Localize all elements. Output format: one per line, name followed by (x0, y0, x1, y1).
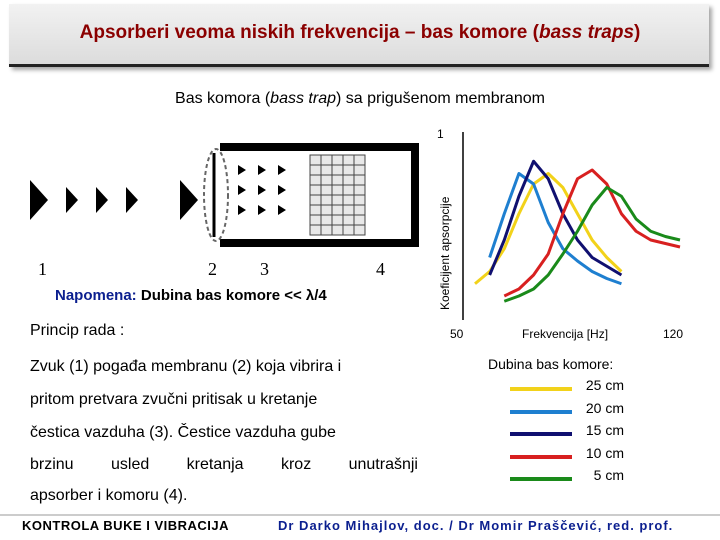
note: Napomena: Dubina bas komore << λ/4 (55, 287, 327, 304)
principle-line: čestica vazduha (3). Čestice vazduha gube (30, 424, 336, 441)
legend-label: 10 cm (585, 444, 624, 461)
label-4: 4 (376, 259, 385, 279)
absorber-material (310, 155, 365, 235)
legend-label: 25 cm (585, 377, 624, 393)
series-group (475, 161, 680, 301)
legend-label: 15 cm (585, 422, 624, 438)
x-axis-label: Frekvencija [Hz] (522, 327, 609, 341)
x-tick-label: 120 (663, 327, 684, 341)
legend-label: 5 cm (593, 467, 624, 483)
legend-swatch (510, 387, 572, 391)
particle-arrows (238, 165, 286, 215)
series-line-4 (504, 188, 680, 302)
footer-authors: Dr Darko Mihajlov, doc. / Dr Momir Praščević, red. prof. (278, 518, 674, 533)
legend-title: Dubina bas komore: (488, 356, 614, 372)
legend-label: 20 cm (585, 399, 624, 416)
membrane-ellipse (204, 149, 228, 241)
label-3: 3 (260, 259, 269, 279)
diagram-subtitle: Bas komora (bass trap) sa prigušenom membranom (175, 90, 545, 107)
x-tick-label: 50 (450, 327, 464, 341)
legend-swatch (510, 455, 572, 459)
absorption-chart (425, 120, 715, 345)
label-2: 2 (208, 259, 217, 279)
principle-line: pritom pretvara zvučni pritisak u kretanje (30, 391, 318, 408)
y-axis-label: Koeficijent apsorpcije (438, 196, 452, 310)
sound-wave-arrows (30, 180, 198, 220)
legend-swatch (510, 477, 572, 481)
principle-line: Zvuk (1) pogađa membranu (2) koja vibrira i (30, 358, 342, 375)
series-line-0 (475, 174, 621, 284)
label-1: 1 (38, 259, 47, 279)
bass-trap-diagram (20, 125, 440, 285)
legend-swatch (510, 432, 572, 436)
y-tick-label: 1 (437, 127, 444, 141)
legend-swatch (510, 410, 572, 414)
principle-heading: Princip rada : (30, 322, 125, 339)
principle-line: apsorber i komoru (4). (30, 487, 188, 504)
principle-line: brzinu usled kretanja kroz unutrašnji (30, 456, 418, 473)
page-title: Apsorberi veoma niskih frekvencija – bas komore (bass traps) (79, 22, 641, 43)
footer-divider (0, 514, 720, 516)
footer-course: KONTROLA BUKE I VIBRACIJA (22, 518, 230, 533)
